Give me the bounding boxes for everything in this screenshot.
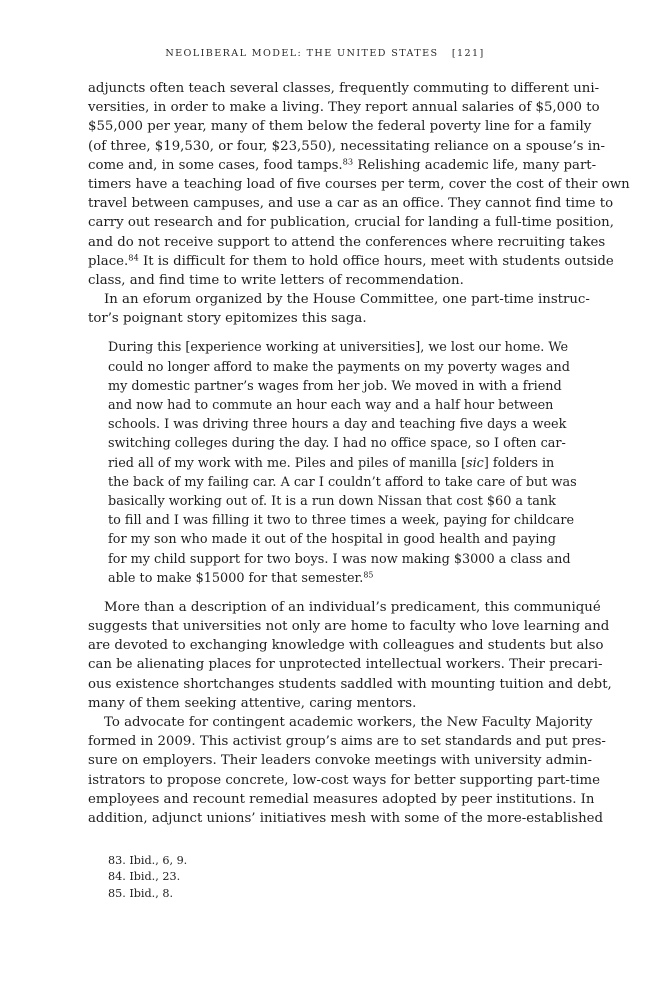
- paragraph-3: [88, 598, 612, 713]
- quote-line: ried all of my work with me. Piles and piles of manilla [sic] folders in: [108, 455, 555, 471]
- quote-line: for my son who made it out of the hospital in good health and paying: [108, 532, 556, 548]
- text-line: In an eforum organized by the House Committee, one part-time instruc-: [104, 292, 590, 308]
- text-line: many of them seeking attentive, caring mentors.: [88, 695, 417, 711]
- footnote-83: 83. Ibid., 6, 9.: [108, 854, 188, 867]
- block-quote: [88, 338, 577, 587]
- text-line: can be alienating places for unprotected intellectual workers. Their precari-: [88, 657, 603, 673]
- text-line: sure on employers. Their leaders convoke meetings with university admin-: [88, 753, 593, 769]
- quote-line: the back of my failing car. A car I couldn’t afford to take care of but was: [108, 474, 577, 490]
- text-line: (of three, $19,530, or four, $23,550), necessitating reliance on a spouse’s in-: [88, 138, 606, 154]
- text-line: carry out research and for publication, crucial for landing a full-time position,: [88, 215, 614, 231]
- text-line: formed in 2009. This activist group’s aims are to set standards and put pres-: [88, 734, 606, 750]
- text-line: ous existence shortchanges students saddled with mounting tuition and debt,: [88, 676, 612, 692]
- quote-line: switching colleges during the day. I had no office space, so I often car-: [108, 436, 566, 452]
- text-line: addition, adjunct unions’ initiatives mesh with some of the more-established: [88, 810, 604, 826]
- text-line: timers have a teaching load of five courses per term, cover the cost of their own: [88, 176, 630, 192]
- text-line: employees and recount remedial measures adopted by peer institutions. In: [88, 791, 595, 807]
- text-line: suggests that universities not only are home to faculty who love learning and: [88, 619, 610, 635]
- text-line: istrators to propose concrete, low-cost ways for better supporting part-time: [88, 772, 600, 788]
- quote-line: basically working out of. It is a run down Nissan that cost $60 a tank: [108, 493, 556, 509]
- quote-line: for my child support for two boys. I was now making $3000 a class and: [108, 551, 571, 567]
- text-line: travel between campuses, and use a car as an office. They cannot find time to: [88, 196, 614, 212]
- text-line: place.$^{84}$ It is difficult for them to hold office hours, meet with students outside: [88, 252, 614, 269]
- text-line: $55,000 per year, many of them below the federal poverty line for a family: [88, 119, 592, 135]
- footnote-84: 84. Ibid., 23.: [108, 870, 181, 884]
- quote-line: could no longer afford to make the payments on my poverty wages and: [108, 359, 570, 375]
- quote-line: During this [experience working at universities], we lost our home. We: [108, 340, 569, 356]
- quote-line: my domestic partner’s wages from her job. We moved in with a friend: [108, 378, 562, 394]
- quote-line: schools. I was driving three hours a day and teaching five days a week: [108, 417, 567, 433]
- text-line: versities, in order to make a living. They report annual salaries of $5,000 to: [88, 100, 600, 116]
- text-line: and do not receive support to attend the conferences where recruiting takes: [88, 234, 606, 250]
- footnote-85: 85. Ibid., 8.: [108, 886, 174, 900]
- quote-line: and now had to commute an hour each way and a half hour between: [108, 398, 554, 413]
- quote-line: to fill and I was filling it two to three times a week, paying for childcare: [108, 513, 575, 529]
- text-line: come and, in some cases, food tamps.$^{83}$ Relishing academic life, many part-: [88, 156, 597, 173]
- text-line: More than a description of an individual’s predicament, this communiqué: [104, 599, 601, 615]
- running-head: NEOLIBERAL MODEL: THE UNITED STATES [121]: [165, 48, 485, 59]
- text-line: To advocate for contingent academic workers, the New Faculty Majority: [104, 715, 593, 730]
- text-line: are devoted to exchanging knowledge with colleagues and students but also: [88, 638, 604, 654]
- text-line: class, and find time to write letters of recommendation.: [88, 272, 464, 288]
- body-text: [88, 79, 630, 828]
- footnotes: [108, 853, 187, 902]
- text-line: tor’s poignant story epitomizes this saga.: [88, 311, 367, 327]
- quote-line: able to make $15000 for that semester.$^{85}$: [108, 570, 374, 586]
- paragraph-4: [88, 713, 606, 828]
- paragraph-2: [88, 290, 590, 328]
- paragraph-1: [88, 79, 630, 290]
- text-line: adjuncts often teach several classes, frequently commuting to different uni-: [88, 81, 600, 96]
